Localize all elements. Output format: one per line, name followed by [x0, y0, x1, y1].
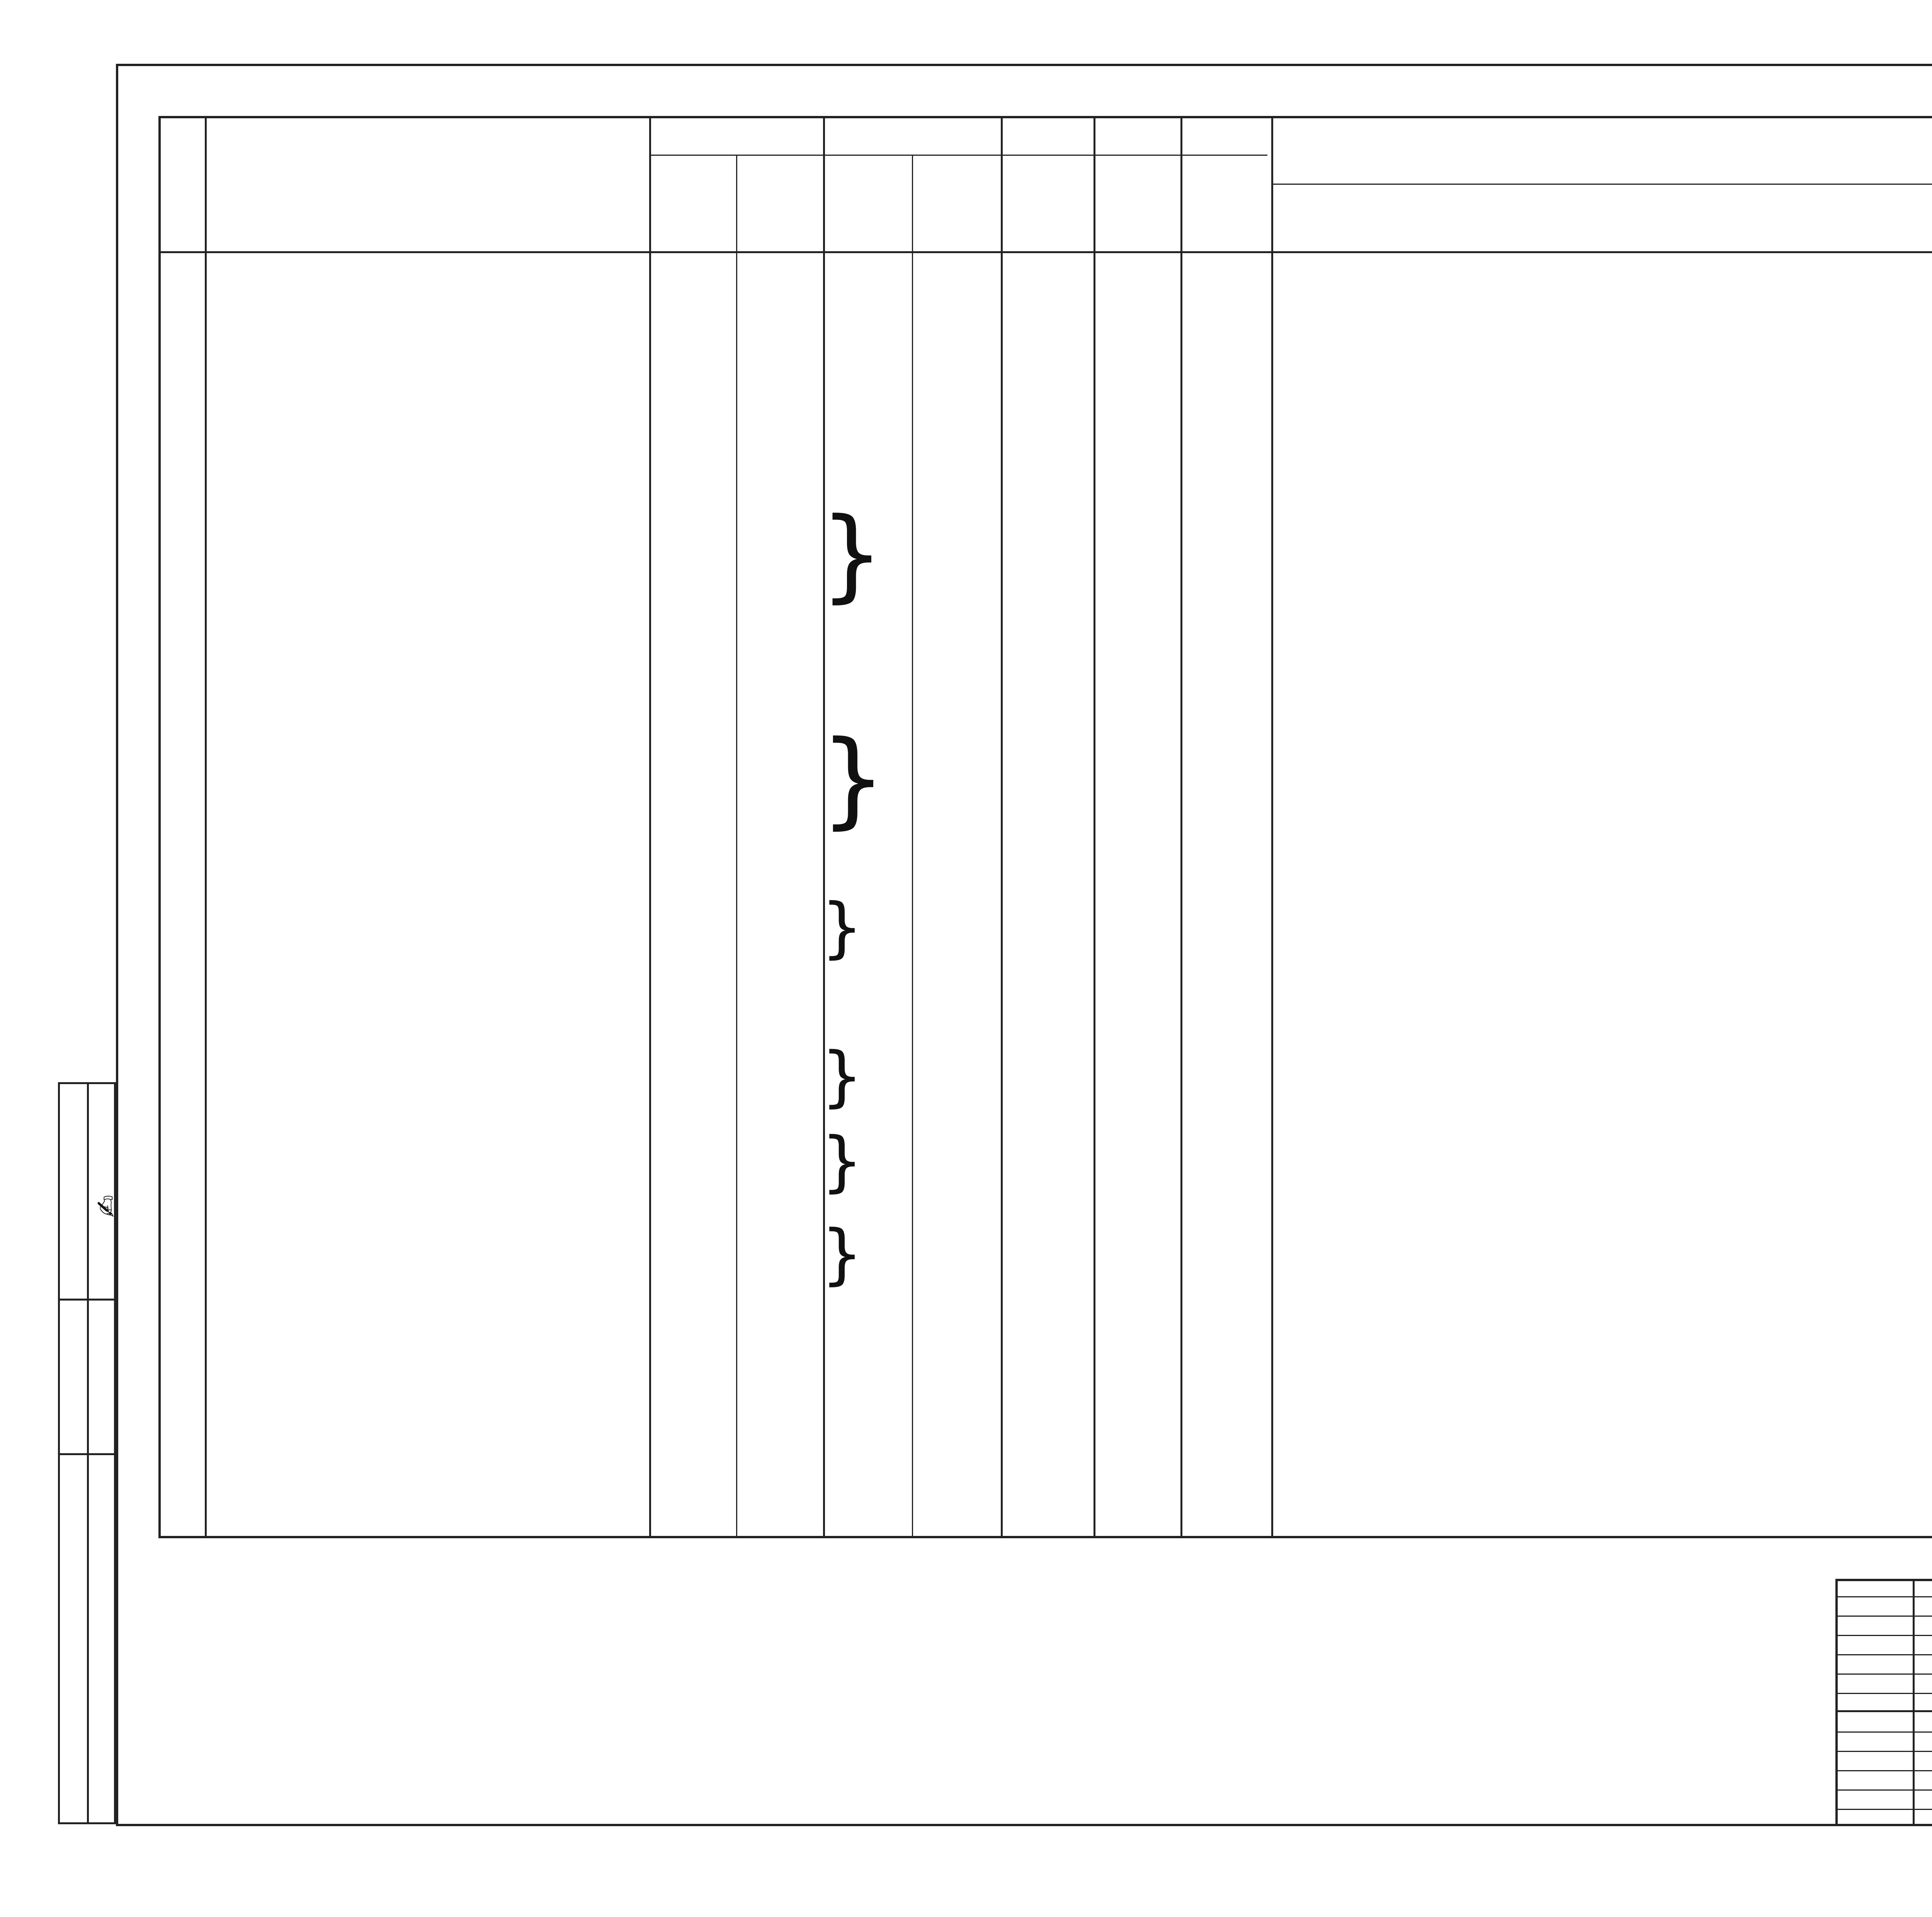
tb-row-line — [1835, 1710, 1932, 1712]
row-brace: } — [821, 1123, 863, 1200]
row-brace: } — [820, 496, 884, 613]
tb-row-line — [1835, 1693, 1932, 1694]
tb-row-line — [1835, 1596, 1932, 1597]
left-stamp-row-line — [58, 1453, 116, 1455]
stamp-signature: ✍ — [91, 1195, 122, 1217]
col-line — [912, 155, 913, 1538]
row-brace: } — [821, 889, 863, 966]
header-sub-line — [649, 155, 1267, 156]
tb-row-line — [1835, 1654, 1932, 1655]
row-brace: } — [821, 1216, 863, 1292]
table-border — [158, 116, 1932, 1538]
tb-row-line — [1835, 1789, 1932, 1791]
tb-row-line — [1835, 1635, 1932, 1636]
tb-row-line — [1835, 1770, 1932, 1771]
row-brace: } — [820, 718, 886, 839]
col-line — [649, 116, 651, 1538]
tb-row-line — [1835, 1674, 1932, 1675]
col-line — [1271, 116, 1273, 1538]
tb-row-line — [1835, 1616, 1932, 1617]
schedule-sub-line — [1271, 184, 1932, 185]
col-line — [1001, 116, 1003, 1538]
row-brace: } — [821, 1038, 863, 1115]
tb-row-line — [1835, 1751, 1932, 1752]
col-line — [205, 116, 207, 1538]
col-line — [1180, 116, 1182, 1538]
left-stamp-row-line — [58, 1299, 116, 1301]
col-line — [736, 155, 737, 1538]
col-line — [1094, 116, 1095, 1538]
tb-row-line — [1835, 1809, 1932, 1810]
tb-row-line — [1835, 1731, 1932, 1733]
header-bottom-line — [158, 251, 1932, 253]
